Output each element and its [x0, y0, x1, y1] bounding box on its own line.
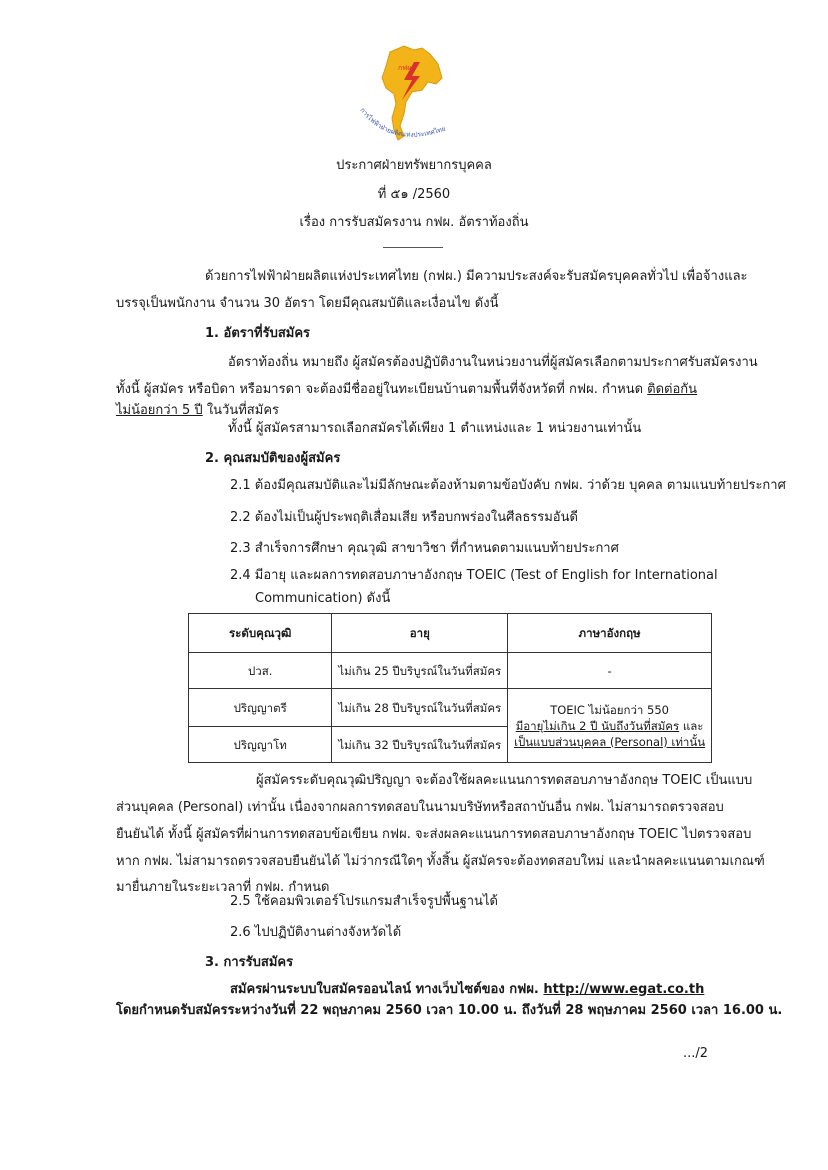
table-cell: ไม่เกิน 32 ปีบริบูรณ์ในวันที่สมัคร: [332, 727, 508, 763]
toeic-age-limit: มีอายุไม่เกิน 2 ปี นับถึงวันที่สมัคร: [515, 718, 680, 733]
qualification-2-4: 2.4 มีอายุ และผลการทดสอบภาษาอังกฤษ TOEIC (Test of English for International: [230, 568, 718, 583]
section-3-line-2: โดยกำหนดรับสมัครระหว่างวันที่ 22 พฤษภาคม 2560 เวลา 10.00 น. ถึงวันที่ 28 พฤษภาคม 2560 เวลา 16.00 น.: [116, 1003, 783, 1018]
section-1-line-3-text: ในวันที่สมัคร: [202, 403, 279, 418]
section-1-line-2-underlined: ติดต่อกัน: [647, 382, 698, 397]
table-header-row: [189, 614, 712, 653]
table-header-cell: ภาษาอังกฤษ: [508, 614, 712, 653]
table-cell: ปวส.: [189, 653, 332, 689]
toeic-and: และ: [679, 718, 704, 733]
qualification-2-6: 2.6 ไปปฏิบัติงานต่างจังหวัดได้: [230, 925, 402, 940]
qualification-2-1: 2.1 ต้องมีคุณสมบัติและไม่มีลักษณะต้องห้ามตามข้อบังคับ กฟผ. ว่าด้วย บุคคล ตามแนบท้ายประกาศ: [230, 478, 786, 493]
table-cell-english-requirement: [508, 689, 712, 763]
page-continuation: .../2: [683, 1046, 709, 1061]
section-1-heading: 1. อัตราที่รับสมัคร: [205, 326, 311, 341]
table-row: [189, 653, 712, 689]
intro-line-1: ด้วยการไฟฟ้าฝ่ายผลิตแห่งประเทศไทย (กฟผ.) มีความประสงค์จะรับสมัครบุคคลทั่วไป เพื่อจ้างและ: [205, 269, 748, 284]
header-divider: [383, 247, 443, 248]
toeic-min-score: TOEIC ไม่น้อยกว่า 550: [550, 702, 669, 717]
section-1-line-2-text: ทั้งนี้ ผู้สมัคร หรือบิดา หรือมารดา จะต้องมีชื่ออยู่ในทะเบียนบ้านตามพื้นที่จังหวัดที่ กฟผ. กำหนด: [116, 382, 648, 397]
section-2-heading: 2. คุณสมบัติของผู้สมัคร: [205, 451, 341, 466]
table-cell: -: [508, 653, 712, 689]
toeic-personal-only: เป็นแบบส่วนบุคคล (Personal) เท่านั้น: [514, 734, 706, 749]
table-header-cell: ระดับคุณวุฒิ: [189, 614, 332, 653]
qualification-2-5: 2.5 ใช้คอมพิวเตอร์โปรแกรมสำเร็จรูปพื้นฐานได้: [230, 894, 498, 909]
note-line-5: มายื่นภายในระยะเวลาที่ กฟผ. กำหนด: [116, 880, 330, 895]
section-3-line-1-text: สมัครผ่านระบบใบสมัครออนไลน์ ทางเว็บไซต์ของ กฟผ.: [230, 982, 544, 997]
note-line-2: ส่วนบุคคล (Personal) เท่านั้น เนื่องจากผลการทดสอบในนามบริษัทหรือสถาบันอื่น กฟผ. ไม่สามารถตรวจสอบ: [116, 800, 724, 815]
table-cell: ปริญญาตรี: [189, 689, 332, 727]
section-1-line-3: [116, 402, 279, 420]
section-1-line-3-underlined: ไม่น้อยกว่า 5 ปี: [116, 403, 203, 418]
note-line-3: ยืนยันได้ ทั้งนี้ ผู้สมัครที่ผ่านการทดสอบข้อเขียน กฟผ. จะส่งผลคะแนนการทดสอบภาษาอังกฤษ TOEIC ไปตรวจสอบ: [116, 827, 752, 842]
table-cell: ไม่เกิน 28 ปีบริบูรณ์ในวันที่สมัคร: [332, 689, 508, 727]
thailand-map-shape: [382, 46, 442, 140]
logo-arc-text: การไฟฟ้าฝ่ายผลิตแห่งประเทศไทย: [358, 106, 447, 139]
qualification-2-3: 2.3 สำเร็จการศึกษา คุณวุฒิ สาขาวิชา ที่กำหนดตามแนบท้ายประกาศ: [230, 541, 619, 556]
table-cell: ปริญญาโท: [189, 727, 332, 763]
section-1-line-1: อัตราท้องถิ่น หมายถึง ผู้สมัครต้องปฏิบัติงานในหน่วยงานที่ผู้สมัครเลือกตามประกาศรับสมัครงาน: [228, 355, 758, 370]
intro-line-2: บรรจุเป็นพนักงาน จำนวน 30 อัตรา โดยมีคุณสมบัติและเงื่อนไข ดังนี้: [116, 296, 499, 311]
section-1-line-4: ทั้งนี้ ผู้สมัครสามารถเลือกสมัครได้เพียง 1 ตำแหน่งและ 1 หน่วยงานเท่านั้น: [228, 421, 642, 436]
table-cell: ไม่เกิน 25 ปีบริบูรณ์ในวันที่สมัคร: [332, 653, 508, 689]
qualification-table: [188, 613, 712, 763]
egat-logo-icon: [352, 40, 462, 155]
section-1-line-2: [116, 381, 697, 399]
qualification-2-4-cont: Communication) ดังนี้: [255, 591, 391, 606]
section-3-line-1: [230, 981, 704, 999]
announcement-title: ประกาศฝ่ายทรัพยากรบุคคล: [336, 158, 492, 173]
table-header-cell: อายุ: [332, 614, 508, 653]
note-line-4: หาก กฟผ. ไม่สามารถตรวจสอบยืนยันได้ ไม่ว่ากรณีใดๆ ทั้งสิ้น ผู้สมัครจะต้องทดสอบใหม่ และนำผลคะแนนตามเกณฑ์: [116, 854, 765, 869]
logo-badge-text: กฟผ: [398, 64, 412, 72]
table-row: [189, 689, 712, 727]
announcement-number: ที่ ๕๑ /2560: [377, 187, 451, 202]
section-3-heading: 3. การรับสมัคร: [205, 955, 294, 970]
egat-website-link[interactable]: http://www.egat.co.th: [543, 982, 705, 997]
note-line-1: ผู้สมัครระดับคุณวุฒิปริญญา จะต้องใช้ผลคะแนนการทดสอบภาษาอังกฤษ TOEIC เป็นแบบ: [256, 773, 753, 788]
qualification-2-2: 2.2 ต้องไม่เป็นผู้ประพฤติเสื่อมเสีย หรือบกพร่องในศีลธรรมอันดี: [230, 510, 578, 525]
announcement-subject: เรื่อง การรับสมัครงาน กฟผ. อัตราท้องถิ่น: [299, 215, 529, 230]
